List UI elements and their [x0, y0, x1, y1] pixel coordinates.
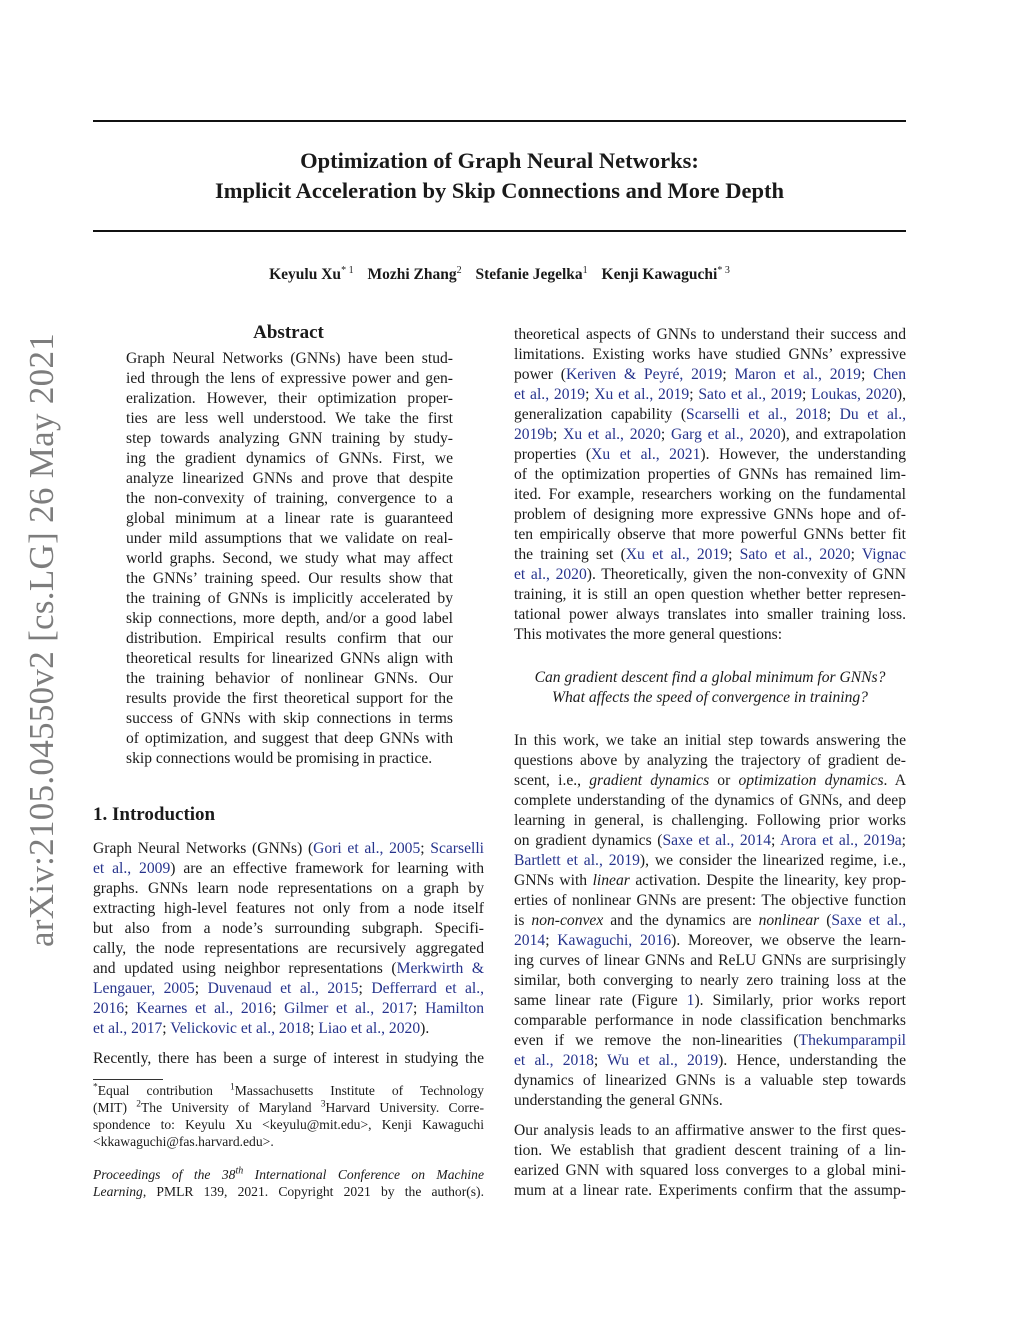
emphasis-text: Proceedings of the 38: [93, 1167, 236, 1182]
text-line: [514, 385, 906, 405]
intro-paragraph-5: [514, 1121, 906, 1201]
author-name: Mozhi Zhang: [367, 266, 457, 284]
text-line: [514, 771, 906, 791]
text-segment: ;: [545, 932, 558, 949]
text-line: skip connections, more depth, and/or a good label: [126, 610, 453, 627]
text-segment: same linear rate (Figure: [514, 992, 687, 1009]
citation-link[interactable]: Scarselli et al., 2018: [686, 406, 827, 423]
text-line: [514, 871, 906, 891]
text-line: [514, 1031, 906, 1051]
text-segment: ;: [194, 980, 208, 997]
emphasis-text: nonlinear: [758, 912, 820, 929]
text-line: skip connections would be promising in practice.: [126, 750, 433, 767]
citation-link[interactable]: Keriven & Peyré, 2019: [565, 366, 723, 383]
text-line: analyze linearized GNNs and prove that despite: [126, 470, 453, 487]
citation-link[interactable]: Wu et al., 2019: [607, 1052, 719, 1069]
text-line: erties of nonlinear GNNs are present: The objective function: [514, 892, 906, 909]
text-segment: or: [709, 772, 739, 789]
abstract-body: [126, 349, 453, 769]
text-line: cally, the node representations are recursively aggregated: [93, 940, 484, 957]
text-line: ten empirically observe that more powerful GNNs better fit: [514, 526, 906, 543]
text-line: earized GNN with squared loss converges to a global mini-: [514, 1162, 906, 1179]
text-line: theoretical results for linearized GNNs align with: [126, 650, 453, 667]
text-line: Can gradient descent find a global minimum for GNNs?: [534, 669, 886, 686]
citation-link[interactable]: Lengauer, 2005: [93, 980, 195, 997]
citation-link[interactable]: Duvenaud et al., 2015: [207, 980, 359, 997]
citation-link[interactable]: Hamilton: [425, 1000, 485, 1017]
citation-link[interactable]: Gilmer et al., 2017: [284, 1000, 414, 1017]
citation-link[interactable]: Xu et al., 2020: [563, 426, 661, 443]
text-line: tational power always translates into smaller training loss.: [514, 606, 906, 623]
text-segment: ;: [420, 840, 431, 857]
text-segment: ).: [420, 1020, 430, 1037]
text-line: ied through the lens of expressive power and gen-: [126, 370, 453, 387]
citation-link[interactable]: Chen: [873, 366, 907, 383]
citation-link[interactable]: Saxe et al., 2014: [662, 832, 772, 849]
text-line: dynamics of linearized GNNs is a valuable step towards: [514, 1072, 906, 1089]
text-segment: ;: [593, 1052, 608, 1069]
text-segment: ;: [826, 406, 840, 423]
text-line: Our analysis leads to an affirmative answer to the first ques-: [514, 1122, 906, 1139]
citation-link[interactable]: Loukas, 2020: [811, 386, 897, 403]
text-segment: ;: [162, 1020, 171, 1037]
text-segment: generalization capability (: [514, 406, 687, 423]
text-line: global minimum at a linear rate is guaranteed: [126, 510, 453, 527]
text-segment: ), and extrapolation: [780, 426, 907, 443]
citation-link[interactable]: 2016: [93, 1000, 125, 1017]
paper-title: [93, 146, 906, 206]
author-affiliation-mark: 1: [582, 265, 588, 276]
text-line: [93, 859, 484, 879]
text-line: the GNNs’ training speed. Our results show that: [126, 570, 453, 587]
text-segment: ;: [124, 1000, 137, 1017]
citation-link[interactable]: Kawaguchi, 2016: [557, 932, 672, 949]
text-line: [93, 1082, 484, 1099]
citation-link[interactable]: Sato et al., 2019: [698, 386, 802, 403]
text-line: [93, 979, 484, 999]
text-line: [514, 1051, 906, 1071]
text-segment: ;: [660, 426, 671, 443]
text-line: [514, 445, 906, 465]
text-segment: ). Theoretically, given the non-convexity of GNN: [586, 566, 906, 583]
text-line: This motivates the more general questions:: [514, 626, 783, 643]
text-segment: ;: [901, 832, 907, 849]
text-line: step towards analyzing GNN training by study-: [126, 430, 453, 447]
text-segment: ). Hence, understanding the: [718, 1052, 906, 1069]
text-segment: ;: [413, 1000, 426, 1017]
text-line: but also from a node’s surrounding subgraph. Specifi-: [93, 920, 484, 937]
text-line: the training behavior of nonlinear GNNs. Our: [126, 670, 453, 687]
intro-paragraph-3: [514, 325, 906, 645]
citation-link[interactable]: Garg et al., 2020: [670, 426, 781, 443]
text-line: ing curves of linear GNNs and ReLU GNNs are surprisingly: [514, 952, 906, 969]
text-line: results provide the first theoretical support for the: [126, 690, 453, 707]
citation-link[interactable]: et al., 2020: [514, 566, 587, 583]
author-affiliation-mark: * 1: [341, 265, 354, 276]
author-name: Kenji Kawaguchi: [601, 266, 718, 284]
introduction-heading: 1. Introduction: [93, 804, 216, 825]
text-segment: the training set (: [514, 546, 626, 563]
text-line: distribution. Empirical results confirm that our: [126, 630, 453, 647]
text-segment: ;: [860, 366, 874, 383]
text-segment: ;: [585, 386, 595, 403]
text-line: [514, 831, 906, 851]
footnote-rule: [93, 1079, 163, 1080]
author-list: [93, 265, 906, 284]
citation-link[interactable]: Sato et al., 2020: [739, 546, 851, 563]
text-line: [93, 1019, 484, 1039]
citation-link[interactable]: 1: [686, 992, 695, 1009]
text-line: [514, 405, 906, 425]
text-segment: ;: [722, 366, 735, 383]
text-line: <kkawaguchi@fas.harvard.edu>.: [93, 1134, 274, 1149]
citation-link[interactable]: Xu et al., 2019: [594, 386, 690, 403]
citation-link[interactable]: Saxe et al.,: [831, 912, 906, 929]
text-line: understanding the general GNNs.: [514, 1092, 723, 1109]
emphasis-text: International Conference on Machine: [243, 1167, 484, 1182]
citation-link[interactable]: Maron et al., 2019: [734, 366, 861, 383]
text-line: similar, both converging to nearly zero training loss at the: [514, 972, 906, 989]
text-line: training, it is still an open question whether better represen-: [514, 586, 906, 603]
arxiv-identifier: arXiv:2105.04550v2 [cs.LG] 26 May 2021: [22, 332, 61, 948]
text-segment: even if we remove the non-linearities (: [514, 1032, 799, 1049]
text-segment: is: [514, 912, 532, 929]
citation-link[interactable]: et al., 2009: [93, 860, 171, 877]
citation-link[interactable]: Liao et al., 2020: [318, 1020, 421, 1037]
text-line: Graph Neural Networks (GNNs) have been stud-: [126, 350, 453, 367]
title-bottom-rule: [93, 230, 906, 232]
emphasis-text: linear: [592, 872, 630, 889]
intro-paragraph-4: [514, 731, 906, 1111]
text-segment: ) are an effective framework for learning with: [170, 860, 484, 877]
text-line: of the optimization properties of GNNs has remained lim-: [514, 466, 906, 483]
text-segment: ),: [896, 386, 907, 403]
text-line: world graphs. Second, we study what may affect: [126, 550, 453, 567]
text-segment: ;: [689, 386, 699, 403]
text-line: What affects the speed of convergence in training?: [552, 689, 868, 706]
author: [367, 266, 461, 283]
emphasis-text: non-convex: [531, 912, 604, 929]
text-segment: Harvard University. Corre-: [325, 1100, 484, 1115]
text-segment: ;: [310, 1020, 319, 1037]
text-segment: GNNs with: [514, 872, 593, 889]
intro-paragraph-2: [93, 1049, 484, 1069]
citation-link[interactable]: et al., 2017: [93, 1020, 163, 1037]
text-line: ties are less well understood. We take the first: [126, 410, 453, 427]
text-segment: scent, i.e.,: [514, 772, 590, 789]
citation-link[interactable]: Bartlett et al., 2019: [514, 852, 640, 869]
text-line: [93, 959, 484, 979]
author-affiliation-mark: * 3: [717, 265, 730, 276]
text-line: limitations. Existing works have studied GNNs’ expressive: [514, 346, 906, 363]
text-line: [514, 365, 906, 385]
text-segment: ). Similarly, prior works report: [694, 992, 907, 1009]
proceedings-footnote: [93, 1166, 484, 1200]
text-segment: The University of Maryland: [141, 1100, 321, 1115]
citation-link[interactable]: 2019b: [514, 426, 553, 443]
text-segment: properties (: [514, 446, 592, 463]
text-line: the training of GNNs is implicitly accelerated by: [126, 590, 453, 607]
citation-link[interactable]: Xu et al., 2019: [625, 546, 729, 563]
text-segment: ). Moreover, we observe the learn-: [671, 932, 906, 949]
citation-link[interactable]: et al., 2018: [514, 1052, 594, 1069]
title-line-2: Implicit Acceleration by Skip Connections and More Depth: [215, 178, 784, 203]
text-line: theoretical aspects of GNNs to understand their success and: [514, 326, 906, 343]
emphasis-text: optimization dynamics: [738, 772, 884, 789]
text-line: ing the gradient dynamics of GNNs. First, we: [126, 450, 453, 467]
text-line: [93, 1166, 484, 1183]
text-line: Recently, there has been a surge of interest in studying the: [93, 1050, 484, 1067]
citation-link[interactable]: Gori et al., 2005: [313, 840, 421, 857]
text-segment: ;: [850, 546, 862, 563]
text-segment: , PMLR 139, 2021. Copyright 2021 by the author(s).: [142, 1184, 484, 1199]
text-line: tion. We establish that gradient descent training of a lin-: [514, 1142, 906, 1159]
text-line: of optimization, and suggest that deep GNNs with: [126, 730, 453, 747]
text-segment: activation. Despite the linearity, key prop-: [629, 872, 907, 889]
text-line: mum at a linear rate. Experiments confirm that the assump-: [514, 1182, 906, 1199]
text-line: eralization. However, their optimization proper-: [126, 390, 453, 407]
text-line: complete understanding of the dynamics of GNNs, and deep: [514, 792, 906, 809]
text-segment: power (: [514, 366, 566, 383]
research-questions: [514, 668, 906, 708]
text-line: [93, 1183, 484, 1200]
title-line-1: Optimization of Graph Neural Networks:: [300, 148, 699, 173]
text-segment: Graph Neural Networks (GNNs) (: [93, 840, 314, 857]
text-segment: on gradient dynamics (: [514, 832, 663, 849]
text-line: questions above by analyzing the trajectory of gradient de-: [514, 752, 906, 769]
text-segment: and updated using neighbor representations (: [93, 960, 397, 977]
citation-link[interactable]: Vignac: [861, 546, 906, 563]
text-line: [514, 851, 906, 871]
abstract-heading: Abstract: [253, 322, 324, 343]
citation-link[interactable]: Scarselli: [430, 840, 484, 857]
text-segment: Massachusetts Institute of Technology: [234, 1083, 484, 1098]
citation-link[interactable]: et al., 2019: [514, 386, 586, 403]
emphasis-text: Learning: [93, 1184, 143, 1199]
text-line: success of GNNs with skip connections in terms: [126, 710, 453, 727]
superscript: *: [93, 1082, 98, 1093]
text-segment: (MIT): [93, 1100, 137, 1115]
citation-link[interactable]: Velickovic et al., 2018: [170, 1020, 311, 1037]
text-line: comparable performance in node classification benchmarks: [514, 1012, 906, 1029]
text-line: [514, 991, 906, 1011]
text-line: spondence to: Keyulu Xu <keyulu@mit.edu>, Kenji Kawaguchi: [93, 1117, 484, 1132]
text-line: [93, 999, 484, 1019]
emphasis-text: gradient dynamics: [589, 772, 710, 789]
text-line: problem of designing more expressive GNNs hope and of-: [514, 506, 906, 523]
superscript: 1: [229, 1082, 235, 1093]
text-line: [514, 545, 906, 565]
text-segment: (: [819, 912, 832, 929]
text-segment: ), we consider the linearized regime, i.e.,: [639, 852, 907, 869]
text-line: [93, 1099, 484, 1116]
text-line: [514, 425, 906, 445]
text-segment: . A: [883, 772, 906, 789]
superscript: th: [235, 1165, 244, 1177]
text-segment: and the dynamics are: [603, 912, 759, 929]
intro-paragraph-1: [93, 839, 484, 1039]
citation-link[interactable]: Defferrard et al.,: [371, 980, 485, 997]
text-line: [514, 911, 906, 931]
citation-link[interactable]: Xu et al., 2021: [591, 446, 701, 463]
text-segment: ;: [771, 832, 781, 849]
text-line: [93, 839, 484, 859]
citation-link[interactable]: 2014: [514, 932, 546, 949]
text-line: ited. For example, researchers working on the fundamental: [514, 486, 906, 503]
author: [475, 266, 587, 283]
author-name: Stefanie Jegelka: [475, 266, 583, 284]
text-segment: ;: [728, 546, 740, 563]
text-line: learning in general, is challenging. Following prior works: [514, 812, 906, 829]
text-segment: ;: [358, 980, 372, 997]
citation-link[interactable]: Du et al.,: [839, 406, 907, 423]
affiliation-footnote: [93, 1082, 484, 1150]
text-line: [514, 931, 906, 951]
text-segment: ). However, the understanding: [700, 446, 906, 463]
citation-link[interactable]: Merkwirth &: [396, 960, 484, 977]
text-segment: ;: [552, 426, 564, 443]
text-line: under mild assumptions that we validate on real-: [126, 530, 453, 547]
superscript: 2: [136, 1099, 141, 1110]
text-line: [514, 565, 906, 585]
top-rule: [93, 120, 906, 122]
author-name: Keyulu Xu: [269, 266, 342, 284]
citation-link[interactable]: Kearnes et al., 2016: [136, 1000, 273, 1017]
text-line: extracting high-level features not only from a node itself: [93, 900, 484, 917]
text-segment: ;: [801, 386, 812, 403]
author: [602, 266, 730, 283]
superscript: 3: [320, 1099, 326, 1110]
text-segment: ;: [272, 1000, 285, 1017]
text-line: graphs. GNNs learn node representations on a graph by: [93, 880, 484, 897]
author: [269, 266, 353, 283]
text-line: In this work, we take an initial step towards answering the: [514, 732, 906, 749]
text-line: the non-convexity of training, convergence to a: [126, 490, 453, 507]
citation-link[interactable]: Arora et al., 2019a: [780, 832, 902, 849]
text-segment: Equal contribution: [97, 1083, 230, 1098]
citation-link[interactable]: Thekumparampil: [798, 1032, 906, 1049]
author-affiliation-mark: 2: [456, 265, 462, 276]
